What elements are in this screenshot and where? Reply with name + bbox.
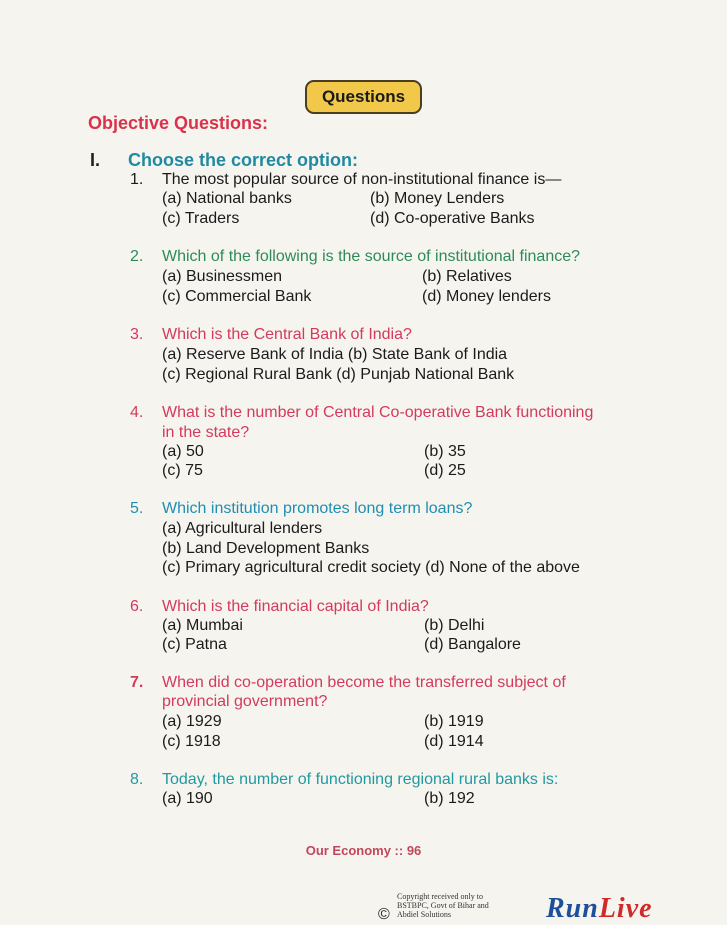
objective-questions-heading: Objective Questions:: [88, 113, 269, 133]
question-2: 2. Which of the following is the source of institutional finance?: [130, 248, 581, 265]
q6-option-a: (a) Mumbai: [162, 617, 243, 634]
q7-option-b: (b) 1919: [424, 713, 484, 730]
q7-option-c: (c) 1918: [162, 733, 221, 750]
q2-option-c: (c) Commercial Bank: [162, 288, 312, 305]
q2-option-a: (a) Businessmen: [162, 268, 283, 285]
question-5: 5. Which institution promotes long term loans?: [130, 500, 473, 517]
q6-option-b: (b) Delhi: [424, 617, 485, 634]
q1-option-d: (d) Co-operative Banks: [370, 210, 535, 227]
q3-option-cd: (c) Regional Rural Bank (d) Punjab National Bank: [162, 366, 515, 383]
section-heading: [90, 150, 358, 171]
q2-option-b: (b) Relatives: [422, 268, 512, 285]
q6-option-d: (d) Bangalore: [424, 636, 521, 653]
q4-option-c: (c) 75: [162, 462, 203, 479]
page-footer: Our Economy :: 96: [305, 843, 422, 858]
copyright-notice: Copyright received only to BSTBPC, Govt of Bihar and Abdiel Solutions: [397, 892, 489, 919]
copyright-icon: ©: [378, 906, 390, 923]
q4-option-a: (a) 50: [162, 443, 204, 460]
q8-option-a: (a) 190: [162, 790, 213, 807]
bleed-through-header: [92, 38, 96, 49]
q1-option-b: (b) Money Lenders: [370, 190, 505, 207]
q4-option-b: (b) 35: [424, 443, 466, 460]
question-1: 1. The most popular source of non-institutional finance is—: [130, 171, 562, 188]
q5-option-b: (b) Land Development Banks: [162, 540, 370, 557]
q7-option-d: (d) 1914: [424, 733, 484, 750]
question-7-cont: provincial government?: [162, 693, 328, 710]
q6-option-c: (c) Patna: [162, 636, 227, 653]
question-3: 3. Which is the Central Bank of India?: [130, 326, 412, 343]
q5-option-cd: (c) Primary agricultural credit society (d) None of the above: [162, 559, 580, 576]
runlive-logo: RunLive: [546, 893, 653, 924]
question-6: 6. Which is the financial capital of India?: [130, 598, 429, 615]
q8-option-b: (b) 192: [424, 790, 475, 807]
section-roman: I.: [90, 150, 101, 170]
q4-option-d: (d) 25: [424, 462, 466, 479]
question-4: 4. What is the number of Central Co-operative Bank functioning: [130, 404, 594, 421]
q3-option-ab: (a) Reserve Bank of India (b) State Bank of India: [162, 346, 508, 363]
question-4-cont: in the state?: [162, 424, 250, 441]
q1-option-c: (c) Traders: [162, 210, 240, 227]
question-8: 8. Today, the number of functioning regional rural banks is:: [130, 771, 559, 788]
q1-option-a: (a) National banks: [162, 190, 292, 207]
q2-option-d: (d) Money lenders: [422, 288, 551, 305]
q5-option-a: (a) Agricultural lenders: [162, 520, 323, 537]
question-7: 7. When did co-operation become the transferred subject of: [130, 674, 566, 691]
questions-badge: Questions: [305, 80, 422, 114]
q7-option-a: (a) 1929: [162, 713, 222, 730]
section-instruction: Choose the correct option:: [128, 150, 359, 170]
